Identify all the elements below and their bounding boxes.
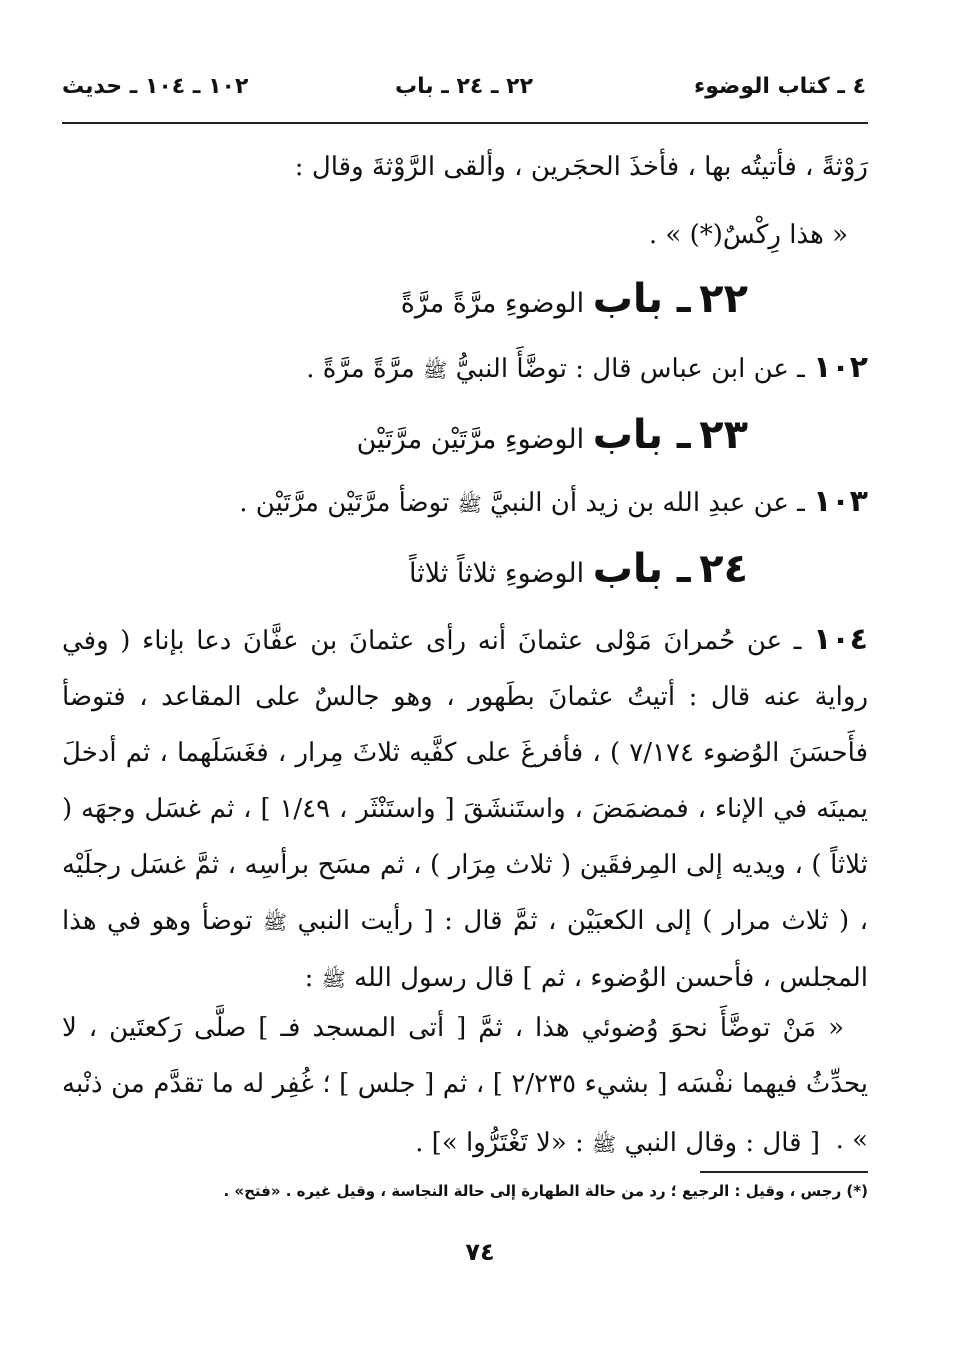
salutation-glyph: ﷺ — [321, 967, 346, 991]
hadith-number: ١٠٢ — [813, 350, 868, 385]
hadith-104 — [62, 612, 868, 1007]
hadith-text: : «لا تَغْتَرُّوا »] . — [415, 1128, 584, 1158]
hadith-number: ١٠٤ — [813, 622, 868, 657]
chapter-heading-22 — [401, 276, 748, 322]
prophetic-saying: « مَنْ توضَّأَ نحوَ وُضوئي هذا ، ثمَّ [ أتى المسجد فـ ] صلَّى رَكعتَين ، لا يحدِّثُ فيهما نفْسَه [ بشيء ٢/٢٣٥ ] ، ثم [ جلس ] ؛ غُفِر له ما تقدَّم من ذنْبه » . — [62, 1013, 868, 1155]
header-book-title: ٤ ـ كتاب الوضوء — [694, 74, 866, 99]
chapter-number: ٢٣ — [699, 412, 748, 458]
footnote-rule — [700, 1171, 868, 1173]
hadith-text: ـ عن حُمرانَ مَوْلى عثمانَ أنه رأى عثمانَ بن عفَّانَ دعا بإناء ( وفي رواية عنه قال : أتيتُ عثمانَ بطَهور ، وهو جالسٌ على المقاعد ، فتوضأ فأَحسَنَ الوُضوء ٧/١٧٤ ) ، فأفرغَ على كفَّيه ثلاثَ مِرار ، فغَسَلَهما ، ثم أدخلَ يمينَه في الإناء ، فمضمَضَ ، واستَنشَقَ [ واستَنْثَر ، ١/٤٩ ] ، ثم غسَل وجهَه ( ثلاثاً ) ، ويديه إلى المِرفقَين ( ثلاث مِرَار ) ، ثم مسَح برأسِه ، ثمَّ غسَل رجلَيْه ، ( ثلاث مرار ) إلى الكعبَيْن ، ثمَّ قال : [ رأيت النبي — [62, 626, 869, 936]
hadith-text: ـ عن عبدِ الله بن زيد أن النبيَّ — [490, 488, 805, 518]
chapter-number: ٢٤ — [699, 546, 748, 592]
hadith-number: ١٠٣ — [813, 484, 868, 519]
hadith-text: توضأ وهو في هذا المجلس ، فأحسن الوُضوء ، ثم ] قال رسول الله — [62, 906, 868, 993]
salutation-glyph: ﷺ — [262, 910, 288, 934]
header-hadith-range: ١٠٢ ـ ١٠٤ ـ حديث — [62, 74, 249, 99]
chapter-heading-23 — [357, 412, 748, 458]
header-chapter-range: ٢٢ ـ ٢٤ ـ باب — [394, 74, 534, 99]
salutation-glyph: ﷺ — [457, 492, 482, 516]
hadith-text: : — [304, 963, 314, 993]
hadith-text: ـ عن ابن عباس قال : توضَّأَ النبيُّ — [455, 354, 805, 384]
hadith-103 — [62, 484, 868, 521]
hadith-text: [ قال : وقال النبي — [624, 1128, 820, 1158]
salutation-glyph: ﷺ — [423, 358, 448, 382]
chapter-word: ـ باب — [592, 546, 691, 592]
salutation-glyph: ﷺ — [592, 1132, 617, 1156]
intro-line-2: « هذا رِكْسٌ(*) » . — [648, 220, 848, 250]
chapter-heading-24 — [409, 546, 748, 592]
page-number: ٧٤ — [465, 1238, 495, 1266]
hadith-text: مرَّةً مرَّةً . — [306, 354, 415, 384]
hadith-102 — [62, 350, 868, 387]
chapter-title: الوضوءِ مرَّةً مرَّةً — [400, 288, 585, 319]
hadith-text: توضأ مرَّتَيْن مرَّتَيْن . — [239, 488, 450, 518]
hadith-addendum — [62, 1128, 868, 1161]
chapter-title: الوضوءِ مرَّتَيْن مرَّتَيْن — [356, 424, 585, 455]
chapter-number: ٢٢ — [699, 276, 748, 322]
chapter-title: الوضوءِ ثلاثاً ثلاثاً — [408, 558, 585, 589]
chapter-word: ـ باب — [592, 276, 691, 322]
footnote: (*) رجس ، وقيل : الرجيع ؛ رد من حالة الطهارة إلى حالة النجاسة ، وقيل غيره . «فتح» . — [223, 1182, 868, 1200]
header-rule — [62, 122, 868, 124]
chapter-word: ـ باب — [592, 412, 691, 458]
intro-line-1: رَوْثةً ، فأتيتُه بها ، فأخذَ الحجَرين ، وألقى الرَّوْثةَ وقال : — [294, 152, 868, 182]
running-header — [62, 74, 866, 114]
